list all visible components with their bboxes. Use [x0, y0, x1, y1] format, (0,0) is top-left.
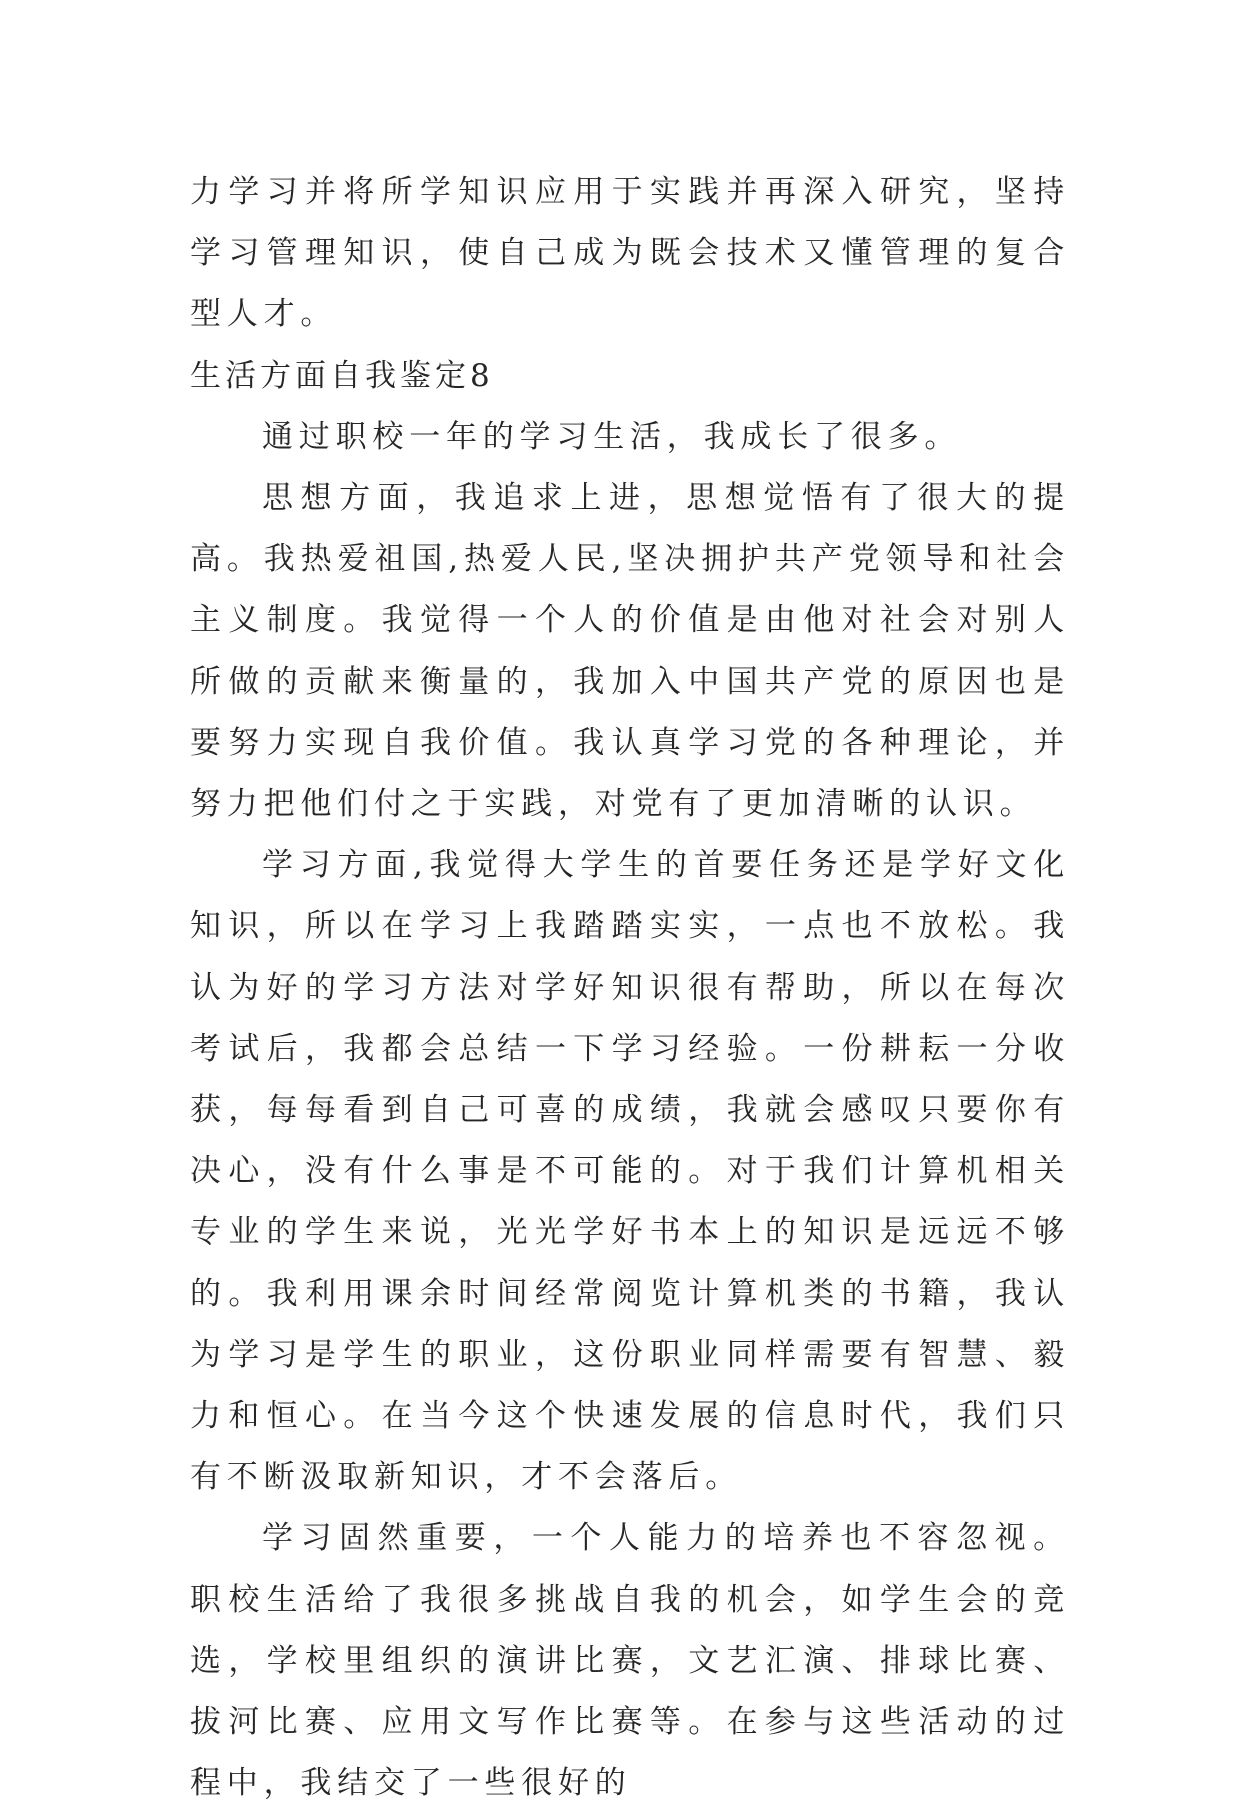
document-body: [190, 162, 1070, 1814]
body-paragraph-intro: 通过职校一年的学习生活，我成长了很多。: [262, 418, 962, 455]
body-paragraph-study: 学习方面,我觉得大学生的首要任务还是学好文化知识，所以在学习上我踏踏实实，一点也不放松。我认为好的学习方法对学好知识很有帮助，所以在每次考试后，我都会总结一下学习经验。一份耕耘一分收获，每每看到自己可喜的成绩，我就会感叹只要你有决心，没有什么事是不可能的。对于我们计算机相关专业的学生来说，光光学好书本上的知识是远远不够的。我利用课余时间经常阅览计算机类的书籍，我认为学习是学生的职业，这份职业同样需要有智慧、毅力和恒心。在当今这个快速发展的信息时代，我们只有不断汲取新知识，才不会落后。: [190, 847, 1070, 1496]
continuation-paragraph: 力学习并将所学知识应用于实践并再深入研究，坚持学习管理知识，使自己成为既会技术又懂管理的复合型人才。: [190, 174, 1070, 333]
body-paragraph-ability: 学习固然重要，一个人能力的培养也不容忽视。职校生活给了我很多挑战自我的机会，如学生会的竞选，学校里组织的演讲比赛，文艺汇演、排球比赛、拔河比赛、应用文写作比赛等。在参与这些活动的过程中，我结交了一些很好的: [190, 1520, 1070, 1802]
body-paragraph-ideology: 思想方面，我追求上进，思想觉悟有了很大的提高。我热爱祖国,热爱人民,坚决拥护共产党领导和社会主义制度。我觉得一个人的价值是由他对社会对别人所做的贡献来衡量的，我加入中国共产党的原因也是要努力实现自我价值。我认真学习党的各种理论，并努力把他们付之于实践，对党有了更加清晰的认识。: [190, 480, 1070, 823]
section-title: 生活方面自我鉴定8: [190, 357, 494, 394]
